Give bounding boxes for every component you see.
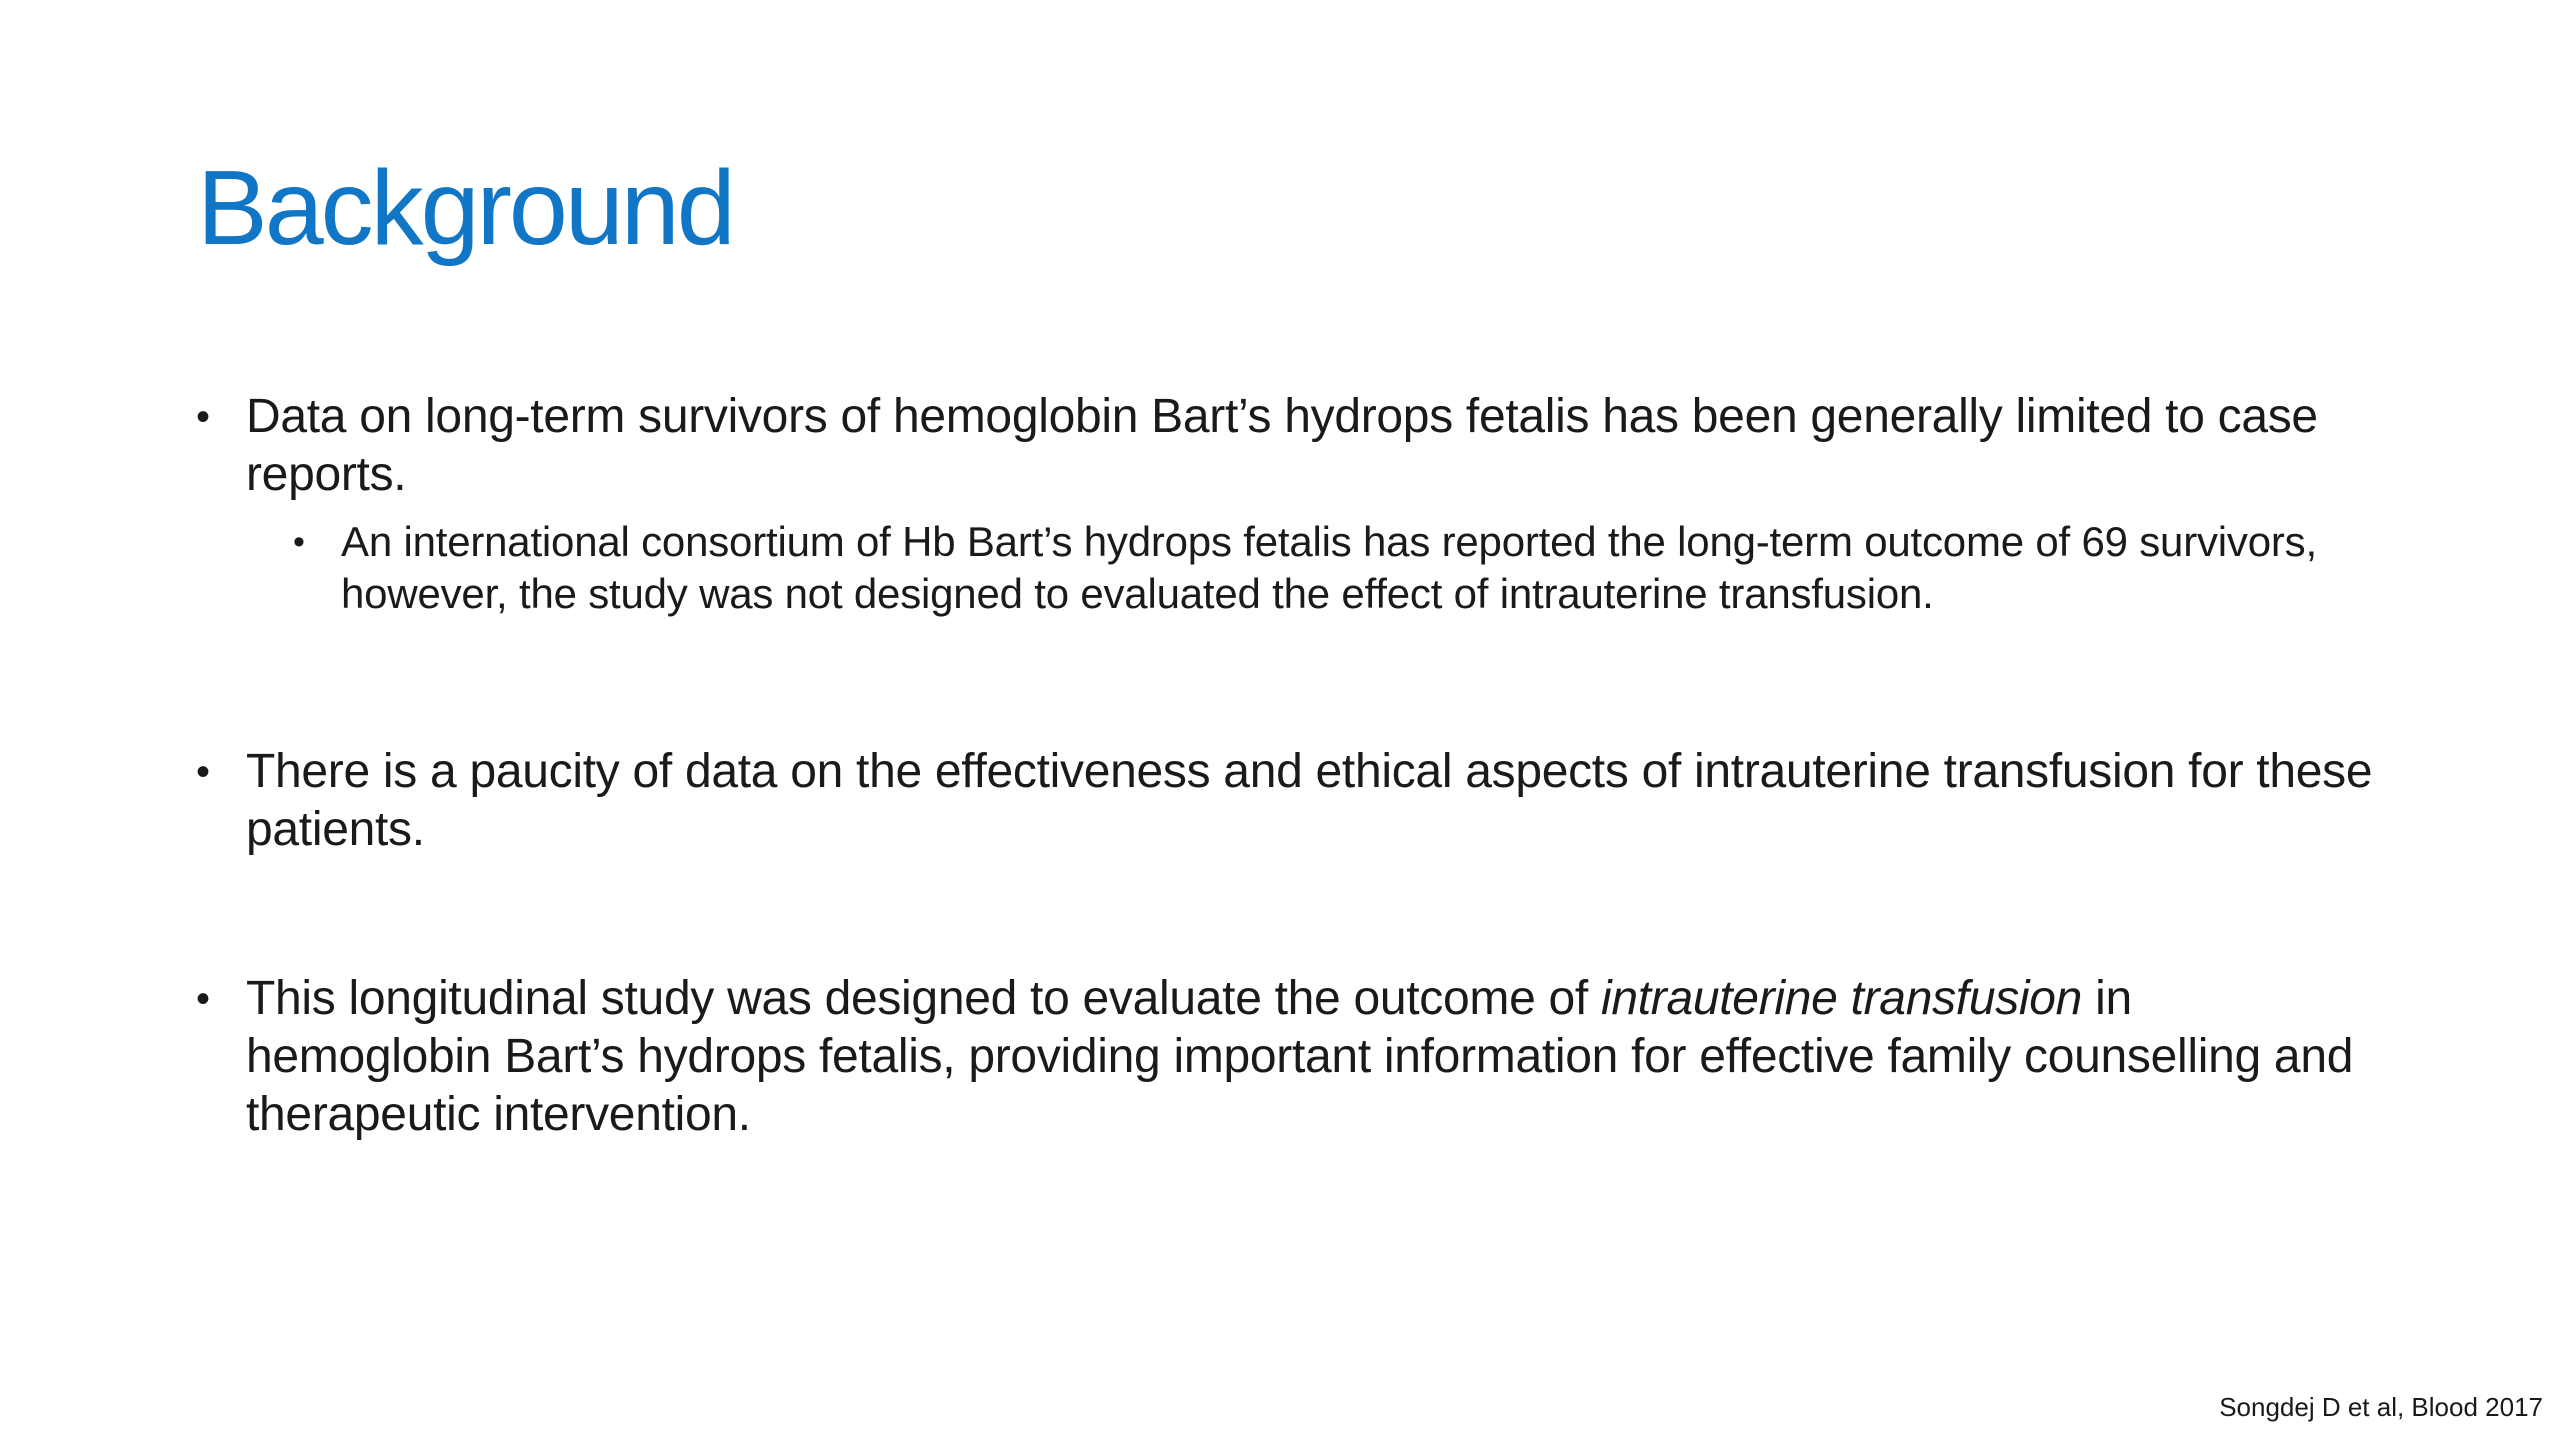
bullet-text: Data on long-term survivors of hemoglobin Bart’s hydrops fetalis has been generally limited to case reports. [246, 390, 2318, 501]
sub-bullet-text: An international consortium of Hb Bart’s hydrops fetalis has reported the long-term outcome of 69 survivors, however, the study was not designed to evaluated the effect of intrauterine transfusion. [341, 518, 2317, 617]
bullet-text: There is a paucity of data on the effectiveness and ethical aspects of intrauterine transfusion for these patients. [246, 745, 2373, 856]
slide-title: Background [197, 149, 733, 267]
bullet-item [196, 970, 2386, 1144]
bullet-list [196, 388, 2386, 1144]
bullet-text-emphasis: intrauterine transfusion [1601, 972, 2083, 1025]
bullet-text-before: This longitudinal study was designed to evaluate the outcome of [246, 972, 1601, 1025]
bullet-item [196, 388, 2386, 504]
sub-bullet-marker: • [293, 523, 305, 561]
bullet-marker: • [196, 750, 210, 794]
bullet-marker: • [196, 395, 210, 439]
citation: Songdej D et al, Blood 2017 [2219, 1392, 2543, 1422]
sub-bullet-item [293, 516, 2386, 620]
bullet-item [196, 743, 2386, 859]
bullet-marker: • [196, 977, 210, 1021]
bullet-text-after: in hemoglobin Bart’s hydrops fetalis, providing important information for effective family counselling and therapeutic intervention. [246, 972, 2354, 1141]
